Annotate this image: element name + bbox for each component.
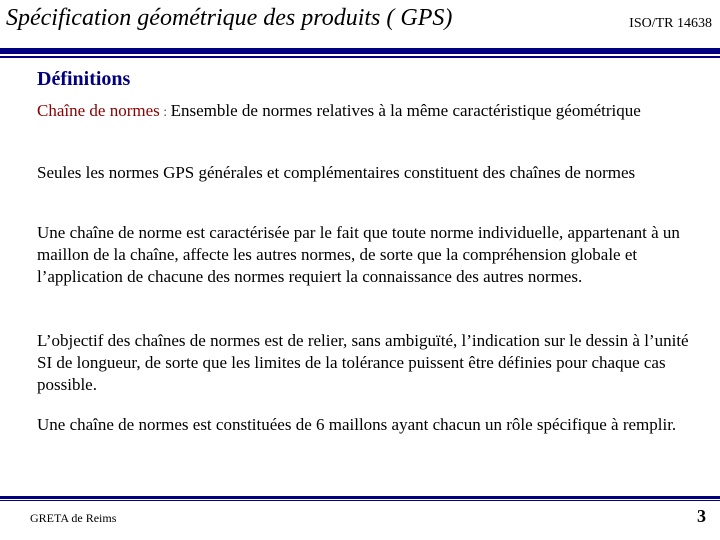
definition-term: Chaîne de normes [37,101,160,120]
definition-paragraph [37,100,697,124]
footer-divider-thin [0,500,720,501]
page-number: 3 [697,506,706,526]
footer-organization: GRETA de Reims [30,511,117,525]
paragraph-4: L’objectif des chaînes de normes est de relier, sans ambiguïté, l’indication sur le dessin à l’unité SI de longueur, de sorte que les limites de la tolérance puissent être définies pour chaque cas possible. [37,331,689,394]
paragraph-3: Une chaîne de norme est caractérisée par le fait que toute norme individuelle, appartenant à un maillon de la chaîne, affecte les autres normes, de sorte que la compréhension globale et l’application de chacune des normes requiert la connaissance des autres normes. [37,223,680,286]
slide-title: Spécification géométrique des produits ( GPS) [6,5,453,31]
paragraph-5: Une chaîne de normes est constituées de 6 maillons ayant chacun un rôle spécifique à remplir. [37,415,677,434]
paragraph-2: Seules les normes GPS générales et complémentaires constituent des chaînes de normes [37,163,636,182]
header-divider [0,48,720,60]
header-divider-thick [0,48,720,54]
header-divider-thin [0,56,720,58]
document-reference: ISO/TR 14638 [629,16,712,31]
definition-text: Ensemble de normes relatives à la même caractéristique géométrique [170,101,641,120]
footer-divider [0,496,720,499]
section-heading: Définitions [37,68,131,90]
definition-colon: : [159,105,171,120]
